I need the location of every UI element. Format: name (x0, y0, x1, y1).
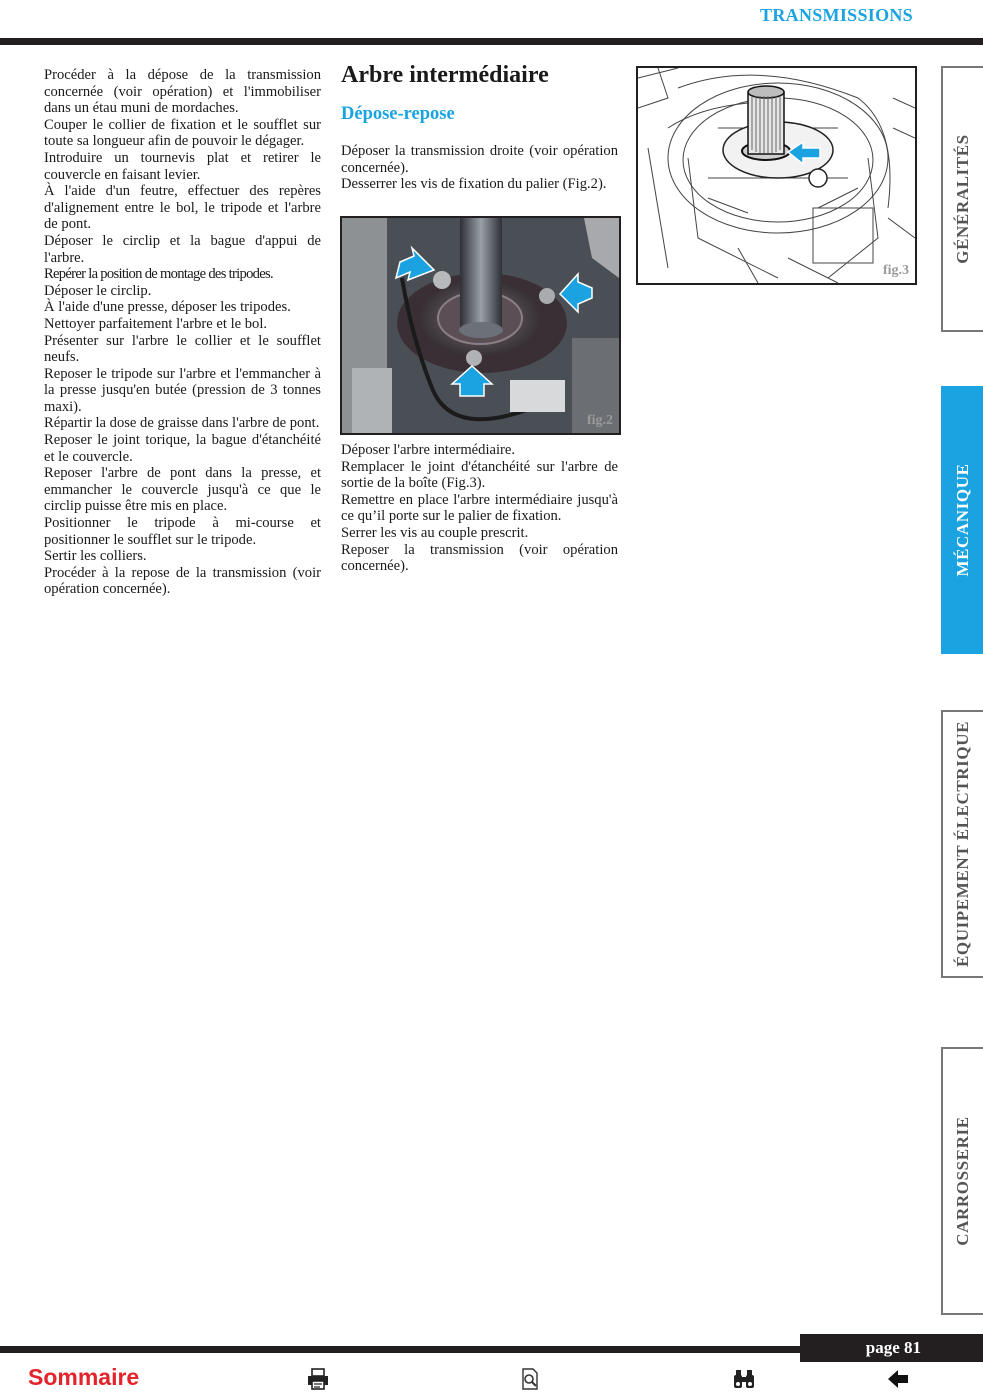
paragraph: Déposer l'arbre intermédiaire. (341, 442, 516, 458)
figure-2-photo (340, 216, 621, 435)
binoculars-icon[interactable] (732, 1367, 756, 1391)
paragraph: Déposer la transmission droite (voir opération concernée). (341, 143, 618, 176)
paragraph: Serrer les vis au couple prescrit. (341, 524, 529, 541)
bottom-divider (0, 1346, 800, 1353)
paragraph: Remettre en place l'arbre intermédiaire jusqu'à ce qu’il porte sur le palier de fixation. (341, 491, 618, 525)
procedure-text (341, 442, 618, 575)
paragraph: Remplacer le joint d'étanchéité sur l'arbre de sortie de la boîte (Fig.3). (341, 458, 618, 492)
section-title: Arbre intermédiaire (341, 62, 549, 88)
paragraph: Déposer le circlip. (44, 282, 152, 299)
paragraph: Présenter sur l'arbre le collier et le soufflet neufs. (44, 332, 321, 366)
paragraph: Repérer la position de montage des tripodes. (44, 266, 273, 283)
tab-label: GÉNÉRALITÉS (953, 134, 972, 264)
gearbox-drawing-illustration (638, 68, 915, 283)
paragraph: Reposer l'arbre de pont dans la presse, et emmancher le couvercle jusqu'à ce que le circlip puisse être mis en place. (44, 465, 321, 515)
paragraph: Couper le collier de fixation et le soufflet sur toute sa longueur afin de pouvoir le dégager. (44, 116, 321, 150)
bearing-photo-illustration (342, 218, 619, 433)
tab-equipement-electrique[interactable] (941, 710, 983, 978)
tab-mecanique[interactable] (941, 386, 983, 654)
paragraph: Procéder à la dépose de la transmission concernée (voir opération) et l'immobiliser dans un étau muni de mordaches. (44, 67, 321, 117)
intro-text (341, 143, 618, 193)
paragraph: À l'aide d'un feutre, effectuer des repères d'alignement entre le bol, le tripode et l'arbre de pont. (44, 183, 321, 233)
section-subtitle: Dépose-repose (341, 104, 455, 124)
paragraph: À l'aide d'une presse, déposer les tripodes. (44, 299, 291, 316)
page-number: page 81 (865, 1338, 921, 1357)
top-divider (0, 38, 983, 45)
paragraph: Reposer la transmission (voir opération concernée). (341, 541, 618, 575)
tab-label: MÉCANIQUE (953, 463, 972, 577)
document-zoom-icon[interactable] (518, 1367, 542, 1391)
printer-icon[interactable] (306, 1367, 330, 1391)
tab-carrosserie[interactable] (941, 1047, 983, 1315)
paragraph: Reposer le tripode sur l'arbre et l'emmancher à la presse jusqu'en butée (pression de 3 tonnes maxi). (44, 365, 321, 415)
paragraph: Répartir la dose de graisse dans l'arbre de pont. (44, 415, 320, 432)
paragraph: Procéder à la repose de la transmission (voir opération concernée). (44, 564, 321, 598)
tab-generalites[interactable] (941, 66, 983, 332)
back-arrow-icon[interactable] (886, 1367, 910, 1391)
paragraph: Desserrer les vis de fixation du palier (Fig.2). (341, 176, 607, 193)
tab-label: CARROSSERIE (953, 1116, 972, 1246)
paragraph: Nettoyer parfaitement l'arbre et le bol. (44, 315, 268, 332)
figure-label: fig.2 (586, 413, 613, 428)
paragraph: Déposer le circlip et la bague d'appui de l'arbre. (44, 232, 321, 266)
paragraph: Reposer le joint torique, la bague d'étanchéité et le couvercle. (44, 432, 321, 465)
page-number-box (800, 1334, 983, 1362)
paragraph: Sertir les colliers. (44, 548, 147, 565)
paragraph: Introduire un tournevis plat et retirer le couvercle en faisant levier. (44, 149, 321, 183)
sommaire-link[interactable]: Sommaire (28, 1364, 140, 1390)
figure-3-drawing (636, 66, 917, 285)
section-header: TRANSMISSIONS (760, 5, 913, 25)
procedure-column (44, 67, 321, 598)
figure-label: fig.3 (882, 263, 909, 278)
paragraph: Positionner le tripode à mi-course et positionner le soufflet sur le tripode. (44, 515, 321, 548)
tab-label: ÉQUIPEMENT ÉLECTRIQUE (953, 720, 972, 968)
